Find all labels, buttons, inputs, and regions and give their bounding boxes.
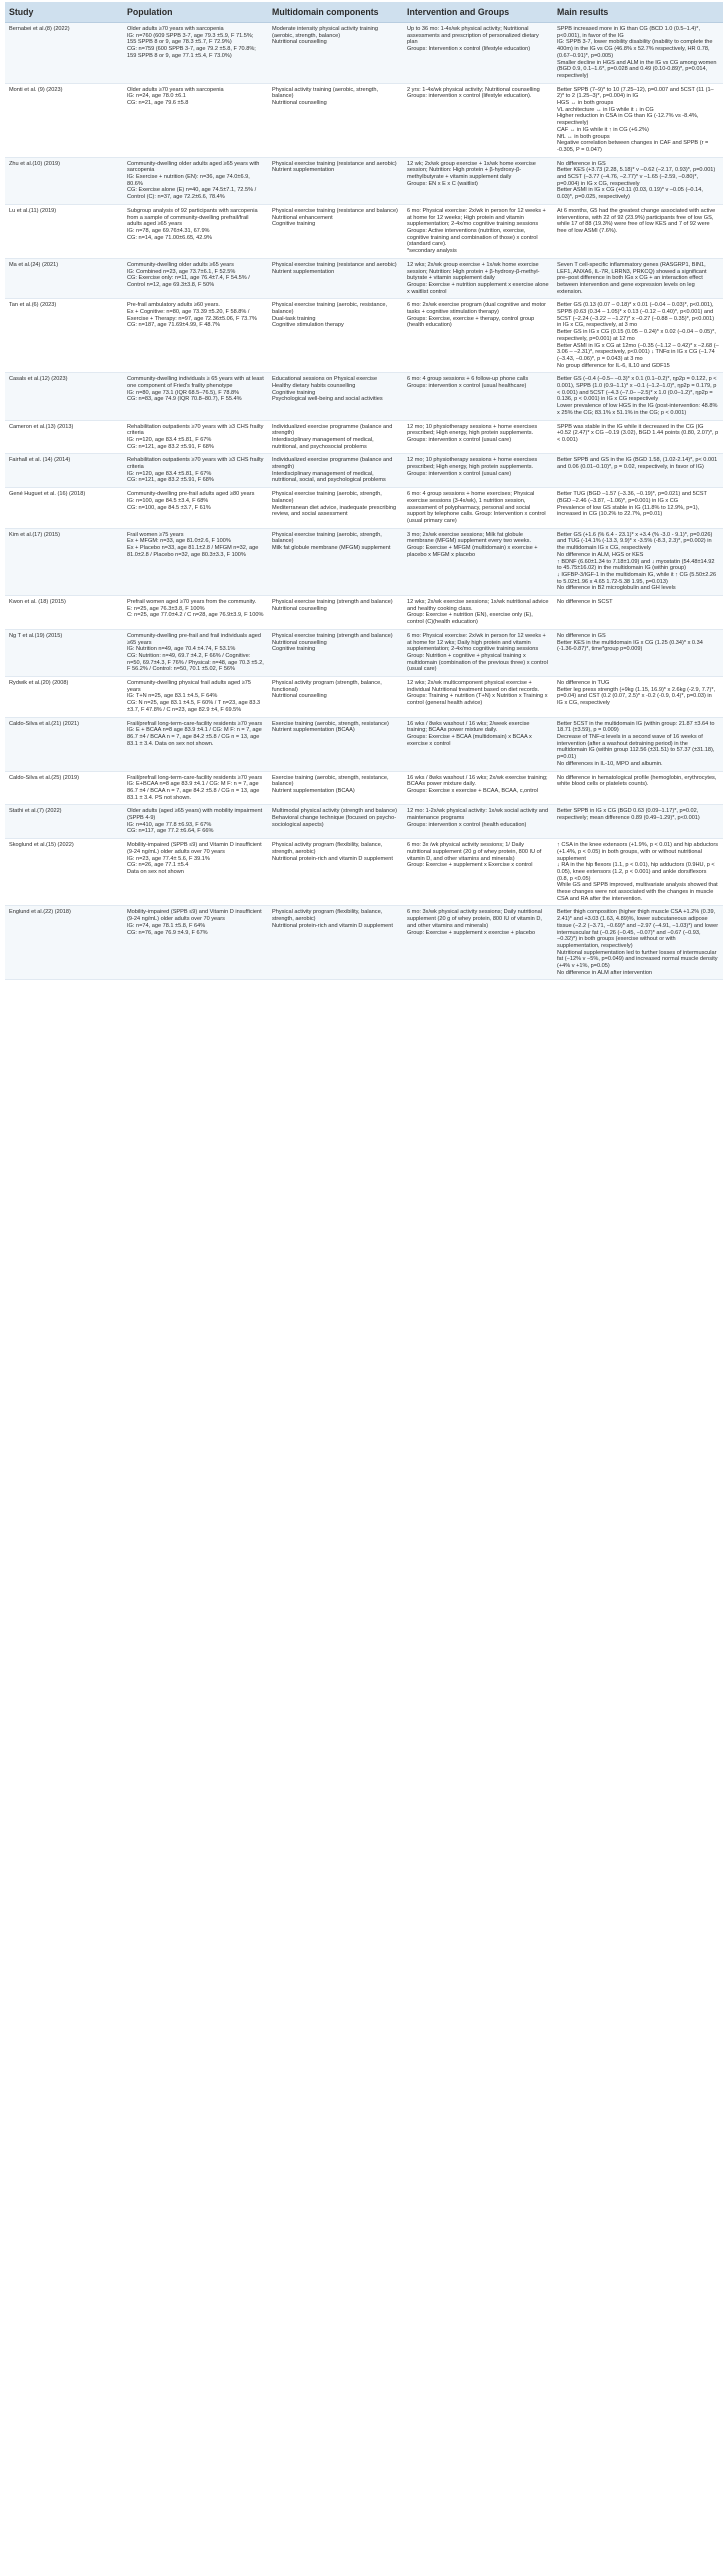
- table-row: [5, 258, 723, 299]
- cell-population: Pre-frail ambulatory adults ≥60 years. Ex + Cognitive: n=80, age 73.39 ±5.20, F 58.8% / Exercise + Therapy: n=97, age 72.36±5.06, F 73.7% CG: n=187, age 71.69±4.99, F 48.7%: [123, 299, 268, 373]
- cell-intervention-and-groups: 6 mo: 4 group sessions + 6 follow-up phone calls Groups: intervention x control (usual healthcare): [403, 373, 553, 420]
- table-body: [5, 23, 723, 980]
- cell-intervention-and-groups: Up to 36 mo: 1-4x/wk physical activity; Nutritional assessments and prescription of personalized dietary plan Groups: Intervention x control (lifestyle education): [403, 23, 553, 84]
- table-row: [5, 488, 723, 529]
- cell-study: Gené Huguet et al. (16) (2018): [5, 488, 123, 529]
- table-row: [5, 677, 723, 718]
- cell-intervention-and-groups: 16 wks / 8wks washout / 16 wks; 2/week exercise training; BCAAs power mixture daily. Groups: Exercise + BCAA (multidomain) x BCAA x exercise x control: [403, 717, 553, 771]
- cell-study: Zhu et al.(10) (2019): [5, 157, 123, 204]
- studies-table: [5, 2, 723, 980]
- table-row: [5, 373, 723, 420]
- cell-study: Bernabei et al.(8) (2022): [5, 23, 123, 84]
- cell-intervention-and-groups: 12 mo; 10 physiotherapy sessions + home exercises prescribed; High energy, high protein supplements. Groups: intervention x control (usual care): [403, 454, 553, 488]
- cell-intervention-and-groups: 12 wk; 2x/wk group exercise + 1x/wk home exercise session; Nutrition: High protein + β-hydroxy-β-methylbutyrate + vitamin supplement daily Groups: EN x E x C (waitlist): [403, 157, 553, 204]
- cell-multidomain-components: Physical exercise training (strength and balance) Nutritional counselling: [268, 596, 403, 630]
- table-row: [5, 717, 723, 771]
- cell-population: Community-dwelling pre-frail adults aged ≥80 years IG: n=100, age 84.5 ±3.4, F 68% CG: n=100, age 84.5 ±3.7, F 61%: [123, 488, 268, 529]
- cell-study: Caldo-Silva et al.(25) (2019): [5, 771, 123, 805]
- cell-intervention-and-groups: 6 mo: 3x/wk physical activity sessions; Daily nutritional supplement (20 g of whey protein, 800 IU of vitamin D, and other vitamins and minerals) Group: Exercise + supplement x exercise + placebo: [403, 906, 553, 980]
- cell-study: Caldo-Silva et al.(21) (2021): [5, 717, 123, 771]
- cell-population: Community-dwelling pre-frail and frail individuals aged ≥65 years IG: Nutrition n=49, age 70.4 ±4.74, F 53.1% CG: Nutrition: n=49, 69.7 ±4.2, F 66% / Cognitive: n=50, 69.7±4.3, F 76% / Physical: n=48, age 70.3 ±5.2, F 56.2% / Control: n=50, 70.1 ±5.02, F 56%: [123, 629, 268, 676]
- cell-study: Skoglund et al.(15) (2022): [5, 839, 123, 906]
- table-row: [5, 771, 723, 805]
- header-study: Study: [5, 2, 123, 23]
- cell-intervention-and-groups: 12 wks; 2x/wk multicomponent physical exercise + individual Nutritional treatment based on diet records. Groups: Training + nutrition (T+N) x Nutrition x Training x control (general health advice): [403, 677, 553, 718]
- table-row: [5, 454, 723, 488]
- cell-study: Ng T et al.(19) (2015): [5, 629, 123, 676]
- cell-population: Older adults ≥70 years with sarcopenia IG: n=24, age 78.0 ±6.1 CG: n=21, age 79.6 ±5.8: [123, 83, 268, 157]
- cell-multidomain-components: Physical exercise training (aerobic, strength, balance) Milk fat globule membrane (MFGM) supplement: [268, 528, 403, 595]
- table-row: [5, 906, 723, 980]
- header-population: Population: [123, 2, 268, 23]
- cell-population: Frail/prefrail long-term-care-facility residents ≥70 years IG: E + BCAA n=8 age 83.9 ±4.1 / CG: M F: n = 7, age 86.7 ±4 / BCAA n = 7, age 84.2 ±5.8 / CG n = 13, age 83.1 ± 3.4. Data on sex not shown.: [123, 717, 268, 771]
- cell-intervention-and-groups: 12 mo; 10 physiotherapy sessions + home exercises prescribed; High energy, high protein supplements. Groups: intervention x control (usual care): [403, 420, 553, 454]
- cell-multidomain-components: Physical activity program (flexibility, balance, strength, aerobic) Nutritional protein-rich and vitamin D supplement: [268, 839, 403, 906]
- cell-main-results: ↑ CSA in the knee extensors (+1.9%, p < 0.01) and hip abductors (+1.4%, p < 0.05) in both groups, with or without nutritional supplement ↓ RA in the hip flexors (1.1, p < 0.01), hip adductors (0.9HU, p < 0.05), knee extensors (1.2, p < 0.001) and ankle dorsiflexors (0.8, p <0.05) While GS and SPPB improved, multivariate analysis showed that these changes were not associated with the changes in muscle CSA and RA after the intervention.: [553, 839, 723, 906]
- cell-study: Rydwik et al.(20) (2008): [5, 677, 123, 718]
- table-row: [5, 83, 723, 157]
- cell-study: Kim et al.(17) (2015): [5, 528, 123, 595]
- cell-population: Prefrail women aged ≥70 years from the community. E: n=25, age 76.3±3.8, F 100% C: n=25, age 77.0±4.2 / C n=28, age 76.9±3.9, F 100%: [123, 596, 268, 630]
- cell-main-results: Better SPPB in IG x CG (BGD 0.63 (0.09–1.17)*, p=0.02, respectively; mean difference 0.89 (0.49–1.29)*, p<0.001): [553, 805, 723, 839]
- cell-multidomain-components: Physical exercise training (resistance and aerobic) Nutrient supplementation: [268, 157, 403, 204]
- table-header: [5, 2, 723, 23]
- cell-multidomain-components: Physical exercise training (resistance and aerobic) Nutrient supplementation: [268, 258, 403, 299]
- cell-population: Mobility-impaired (SPPB ≤9) and Vitamin D insufficient (9-24 ng/mL) older adults over 70 years IG: n=23, age 77.4± 5.6, F 39.1% CG: n=26, age 77.1 ±5.4 Data on sex not shown: [123, 839, 268, 906]
- table-row: [5, 157, 723, 204]
- cell-intervention-and-groups: 6 mo: 4 group sessions + home exercises; Physical exercise sessions (3-4x/wk), 1 nutrition session, assessment of polypharmacy, personal and social support by telephone calls. Group: Intervention x control (usual primary care): [403, 488, 553, 529]
- cell-population: Subgroup analysis of 92 participants with sarcopenia from a sample of community-dwelling prefrail/frail adults aged ≥65 years IG: n=78, age 69.76±4.31, 67.9% CG: n=14, age 71.00±6.65, 42.9%: [123, 204, 268, 258]
- cell-intervention-and-groups: 6 mo: Physical exercise: 2x/wk in person for 12 weeks + at home for 12 weeks; High protein and vitamin supplementation; 2-4x/mo cognitive training sessions Groups: Active interventions (nutrition, exercise, cognitive training and combination of those) x control (standard care). *secondary analysis: [403, 204, 553, 258]
- cell-population: Frail women ≥75 years Ex + MFGM: n=33, age 81.0±2.6, F 100% Ex + Placebo n=33, age 81.1±2.8 / MFGM n=32, age 81.0±2.8 / Placebo n=32, age 80.3±3.3, F 100%: [123, 528, 268, 595]
- cell-multidomain-components: Physical exercise training (strength and balance) Nutritional counselling Cognitive training: [268, 629, 403, 676]
- cell-intervention-and-groups: 3 mo; 2x/wk exercise sessions; Milk fat globule membrane (MFGM) supplement every two weeks. Group: Exercise + MFGM (multidomain) x exercise + placebo x MFGM x placebo: [403, 528, 553, 595]
- table-row: [5, 528, 723, 595]
- header-main-results: Main results: [553, 2, 723, 23]
- cell-population: Rehabilitation outpatients ≥70 years with ≥3 CHS frailty criteria IG: n=120, age 83.4 ±5.81, F 67% CG: n=121, age 83.2 ±5.91, F 68%: [123, 454, 268, 488]
- cell-multidomain-components: Exercise training (aerobic, strength, resistance) Nutrient supplementation (BCAA): [268, 717, 403, 771]
- table-row: [5, 420, 723, 454]
- cell-main-results: Better thigh composition (higher thigh muscle CSA +1.2% (0.39, 2.41)* and +3.03 (1.63, 4.89)%, lower subcutaneous adipose tissue (−2.2 (−3.71, −0.69)* and −2.97 (−4.91, −1.03)*) and lower intermuscular fat (−0.26 (−0.45, −0.07)* and −0.67 (−0.93, −0.32)*) in both groups (exercise without or with supplementation, respectively) Nutritional supplementation led to further losses of intermuscular fat (−12% v −5%, p=0.049) and increased normal muscle density (+4% v +1%, p=0.05) No difference in ALM after intervention: [553, 906, 723, 980]
- cell-main-results: Seven T cell-specific inflammatory genes (RASGRP1, BIN1, LEF1, ANXA6, IL-7R, LRRN3, PRKCQ) showed a significant pre–post difference in both IGs x CG + an interaction effect between intervention and gene expression levels on leg extension.: [553, 258, 723, 299]
- cell-main-results: No difference in hematological profile (hemoglobin, erythrocytes, white blood cells or platelets counts).: [553, 771, 723, 805]
- cell-main-results: No difference in TUG Better leg press strength (+9kg (1.15, 16.9)* x 2.6kg (-2.9, 7.7)*, p=0.04) and CST (0.2 (0.07, 2.5)* x -0.2 (-0.9, 0.4)*, p=0.03) in IG x CG, respectively: [553, 677, 723, 718]
- cell-intervention-and-groups: 16 wks / 8wks washout / 16 wks; 2x/wk exercise training; BCAAs power mixture daily. Groups: Exercise x exercise + BCAA, BCAA, c,ontrol: [403, 771, 553, 805]
- cell-main-results: Better GS (+1.6 (% 6.4 - 23.1)* x +3.4 (% -3.0 - 9.1)*, p=0.026) and TUG (-14.1% (-13.3, 9.9)* x -3.5% (-8.3, 2.3)*, p=0.002) in the multidomain IG x CG, respectively No difference in ALM, HGS or KES ↑ BDNF (6.60±1.34 to 7.18±1.09) and ↓ myostatin (54.48±14.92 to 45.75±16.02) in the multidomain IG (within group) ↓ IGFBP-3/IGF-1 in the multidomain IG, while it ↑ CG (5.50±2.26 to 5.02±1.96 x 4.65 1.72-5.38 1.95, p=0.013) No difference in B2 microglobulin and GH levels: [553, 528, 723, 595]
- cell-main-results: No difference in SCST: [553, 596, 723, 630]
- cell-intervention-and-groups: 6 mo: Physical exercise: 2x/wk in person for 12 weeks + at home for 12 wks; Daily high protein and vitamin supplementation; 2-4x/mo cognitive training sessions Group: Nutrition + cognitive + physical training x multidomain (combination of the previous three) x control (usual care): [403, 629, 553, 676]
- cell-intervention-and-groups: 12 mo: 1-2x/wk physical activity: 1x/wk social activity and maintenance programs Groups: intervention x control (health education): [403, 805, 553, 839]
- cell-intervention-and-groups: 12 wks; 2x/wk exercise sessions; 1x/wk nutritional advice and healthy cooking class. Group: Exercise + nutrition (EN), exercise only (E), control (C)(health education): [403, 596, 553, 630]
- cell-study: Stathi et al.(7) (2022): [5, 805, 123, 839]
- table-row: [5, 299, 723, 373]
- cell-multidomain-components: Physical exercise training (aerobic, resistance, balance) Dual-task training Cognitive stimulation therapy: [268, 299, 403, 373]
- cell-study: Monti et al. (9) (2023): [5, 83, 123, 157]
- cell-main-results: No difference in GS Better KES (+3.73 (2.28, 5.18)* v –0.62 (–2.17, 0.93)*, p=0.001) and 5CST (–3.77 (–4.76, –2.77)* v –1.65 (–2.59, –0.80)*, p=0.004) in IG x CG, respectively Better ASMI in IG x CG (+0.11 (0.03, 0.19)* v –0.05 (–0.14, 0.03)*, p=0.025, respectively): [553, 157, 723, 204]
- cell-multidomain-components: Individualized exercise programme (balance and strength) Interdisciplinary management of medical, nutritional, and psychosocial problems: [268, 420, 403, 454]
- cell-multidomain-components: Educational sessions on Physical exercise Healthy dietary habits counselling Cognitive training Psychological well-being and social activities: [268, 373, 403, 420]
- cell-study: Lu et al.(11) (2019): [5, 204, 123, 258]
- table-row: [5, 204, 723, 258]
- cell-study: Kwon et al. (18) (2015): [5, 596, 123, 630]
- cell-study: Casals et al.(12) (2023): [5, 373, 123, 420]
- header-row: [5, 2, 723, 23]
- cell-main-results: Better TUG (BGD –1.57 (–3.36, –0.19)*, p=0.021) and 5CST (BGD –2.46 (–3.87, –1.06)*, p=0.001) in IG x CG Prevalence of low GS stable in IG (11.8% to 12.9%, p=1), increased in CG (10.2% to 22.7%, p=0.01): [553, 488, 723, 529]
- cell-population: Community-dwelling individuals ≥ 65 years with at least one component of Fried's frailty phenotype IG: n=80, age 73.1 (IQR 68.5–76.5), F 78.8% CG: n=83, age 74.9 (IQR 70.8–80.7), F 55.4%: [123, 373, 268, 420]
- cell-study: Tan et al.(6) (2023): [5, 299, 123, 373]
- cell-multidomain-components: Physical activity program (strength, balance, functional) Nutritional counselling: [268, 677, 403, 718]
- cell-intervention-and-groups: 6 mo: 2x/wk exercise program (dual cognitive and motor tasks + cognitive stimulation therapy) Groups: Exercise, exercise + therapy, control group (health education): [403, 299, 553, 373]
- cell-main-results: Better GS (0.13 (0.07 – 0.18)* x 0.01 (–0.04 – 0.03)*, p<0.001), SPPB (0.63 (0.34 – 1.05)* x 0.13 (–0.12 – 0.40)*, p<0.001) and 5CST (–2.24 (–3.22 – –1.27)* x –0.27 (–0.88 – 0.35)*, p<0.001) in IG x CG, respectively, at 3 mo Better GS in IG x CG (0.15 (0.05 – 0.24)* x 0.02 (–0.04 – 0.05)*, respectively, p=0.001) at 12 mo Better ASMI in IG x CG at 12mo (–0.35 (–1.12 – 0.42)* x –2.68 (–3.06 – –2.31)*, respectively, p<0.001) ↓ TNFα in IG x CG (–1.74 (–3.43, –0.06)*, p = 0.043) at 3 mo No group difference for IL-6, IL10 and GDF15: [553, 299, 723, 373]
- cell-multidomain-components: Physical exercise training (resistance and balance) Nutritional enhancement Cognitive training: [268, 204, 403, 258]
- cell-population: Frail/prefrail long-term-care-facility residents ≥70 years IG: E+BCAA n=8 age 83.9 ±4.1 / CG: M F: n = 7, age 86.7 ±4 / BCAA n = 7, age 84.2 ±5.8 / CG n = 13, age 83.1 ± 3.4. PS not shown.: [123, 771, 268, 805]
- table-row: [5, 629, 723, 676]
- cell-multidomain-components: Physical activity training (aerobic, strength, balance) Nutritional counselling: [268, 83, 403, 157]
- cell-multidomain-components: Moderate intensity physical activity training (aerobic, strength, balance) Nutritional counselling: [268, 23, 403, 84]
- cell-main-results: SPPB was stable in the IG while it decreased in the CG (IG +0.52 (2.47)* x CG –0.19 (3.02), BGD 1.44 points (0.80, 2.07)*, p < 0.001): [553, 420, 723, 454]
- cell-multidomain-components: Exercise training (aerobic, strength, resistance, balance) Nutrient supplementation (BCAA): [268, 771, 403, 805]
- cell-main-results: Better GS (–0.4 (–0.5– –0.3)* x 0.1 (0.1–0.2)*, ηp2p = 0.122, p < 0.001), SPPB (1.0 (0.9–1.1)* x –0.1 (–1.2–1.0)*, ηp2p = 0.179, p < 0.001) and 5CST (–4.3 (–7.0– –2.5)* x 1.0 (0.0–1.2)*, ηp2p = 0.136, p < 0.001) in IG x CG respectively Lower prevalence of low HGS in the IG (post-intervention: 48.8% x 25% the CG; 83.1% x 51.1% in the CG; p < 0.001): [553, 373, 723, 420]
- cell-population: Community-dwelling physical frail adults aged ≥75 years IG: T+N n=25, age 83.1 ±4.5, F 64% CG: N n=25, age 83.1 ±4.5, F 60% / T n=23, age 83.3 ±3.7, F 47.8% / C n=23, age 82.9 ±4, F 69.5%: [123, 677, 268, 718]
- cell-main-results: SPPB increased more in IG than CG (BCD 1.0 (0.5–1.4)*, p<0.001), in favor of the IG IG: SPPB 3-7, lower mobility disability (inability to complete the 400m) in the IG vs CG (46.8% x 52.7% respectively, HR 0.78, (0.67–0.91)*, p=0.005) Smaller decline in HGS and ALM in the IG vs CG among women (BGD 0.9, 0.1–1.6*, p=0.028 and 0.49 (0.10-0.89)*, p=0.014, respectively): [553, 23, 723, 84]
- table-row: [5, 805, 723, 839]
- results-table-page: [5, 2, 723, 980]
- cell-population: Mobility-impaired (SPPB ≤9) and Vitamin D insufficient (9-24 ng/mL) older adults over 70 years IG: n=74, age 78.1 ±5.8, F 64% CG: n=76, age 76.9 ±4.9, F 67%: [123, 906, 268, 980]
- table-row: [5, 23, 723, 84]
- cell-main-results: At 6 months, G5 had the greatest change associated with active interventions, with 22 of 92 (23.9%) participants free of low GS, while 17 of 88 (19.3%) were free of low KES and 7 of 92 were free of low ASMI (7.6%).: [553, 204, 723, 258]
- cell-main-results: Better SPPB (7–9)* to 10 (7.25–12), p=0.007 and 5CST (11 (1–2)* to 2 (1.25–3)*, p=0.004) in IG HGS ↔ in both groups VL architecture ↔ in IG while it ↓ in CG Higher reduction in CSA in CG than IG (-12.7% vs -8.4%, respectively) CAF ↔ in IG while it ↑ in CG (+6.2%) NfL ↔ in both groups Negative correlation between changes in CAF and SPPB (r = -0.305, P = 0.047): [553, 83, 723, 157]
- header-multidomain-components: Multidomain components: [268, 2, 403, 23]
- cell-multidomain-components: Physical exercise training (aerobic, strength, balance) Mediterranean diet advice, inadequate prescribing review, and social assessment: [268, 488, 403, 529]
- cell-main-results: No difference in GS Better KES in the multidomain IG x CG (1.25 (0.34)* x 0.34 (-1.36-0.87)*, time*group p=0.009): [553, 629, 723, 676]
- table-row: [5, 839, 723, 906]
- header-intervention-and-groups: Intervention and Groups: [403, 2, 553, 23]
- cell-population: Older adults (aged ≥65 years) with mobility impairment (SPPB 4-9) IG: n=410, age 77.8 ±6.93, F 67% CG: n=117, age 77.2 ±6.64, F 66%: [123, 805, 268, 839]
- cell-study: Fairhall et al. (14) (2014): [5, 454, 123, 488]
- cell-main-results: Better SPPB and GS in the IG (BGD 1.58, (1.02-2.14)*, p< 0.001 and 0.06 (0.01–0.10)*, p = 0.02, respectively, in favor of IG): [553, 454, 723, 488]
- cell-study: Englund et al.(22) (2018): [5, 906, 123, 980]
- cell-multidomain-components: Physical activity program (flexibility, balance, strength, aerobic) Nutritional protein-rich and vitamin D supplement: [268, 906, 403, 980]
- cell-multidomain-components: Individualized exercise programme (balance and strength) Interdisciplinary management of medical, nutritional, social, and psychological problems: [268, 454, 403, 488]
- cell-population: Community-dwelling older adults aged ≥65 years with sarcopenia IG: Exercise + nutrition (EN): n=36, age 74.0±6.9, 80.6% CG: Exercise alone (E) n=40, age 74.5±7.1, 72.5% / Control (C): n=37, age 72.2±6.6, 78.4%: [123, 157, 268, 204]
- cell-study: Ma et al.(24) (2021): [5, 258, 123, 299]
- cell-population: Community-dwelling older adults ≥65 years IG: Combined n=23, age 73.7±6.1, F 52.5% CG: Exercise only: n=11, age 76.4±7.4, F 54.5% / Control n=12, age 69.3±3.8, F 50%: [123, 258, 268, 299]
- cell-intervention-and-groups: 12 wks; 2x/wk group exercise + 1x/wk home exercise session; Nutrition: High protein + β-hydroxy-β-methyl-butyrate + vitamin supplement daily Groups: Exercise + nutrition supplement x exercise alone x waitlist control: [403, 258, 553, 299]
- cell-population: Older adults ≥70 years with sarcopenia IG: n=760 (609 SPPB 3-7, age 79.3 ±5.9, F 71.5%; 155 SPPB 8 or 9, age 78.3 ±5.7, F 72.9%) CG: n=759 (600 SPPB 3-7, age 79.2 ±5.8, F 70.8%; 159 SPPB 8 or 9, age 77.1 ±5.4, F 73.0%): [123, 23, 268, 84]
- table-row: [5, 596, 723, 630]
- cell-main-results: Better 5CST in the multidomain IG (within group: 21.87 ±3.64 to 18.71 (±3.59), p = 0.009) Decrease of TNF-α levels in a second wave of 16 weeks of intervention (after a washout detraining period) in the multidomain IG (within group 112.56 (±31.51) to 57.37 (±31.18), p=0.01) No differences in IL-10, MPO and albumin.: [553, 717, 723, 771]
- cell-study: Cameron et al.(13) (2013): [5, 420, 123, 454]
- cell-multidomain-components: Multimodal physical activity (strength and balance) Behavioral change technique (focused on psycho-sociological aspects): [268, 805, 403, 839]
- cell-population: Rehabilitation outpatients ≥70 years with ≥3 CHS frailty criteria IG: n=120, age 83.4 ±5.81, F 67% CG: n=121, age 83.2 ±5.91, F 68%: [123, 420, 268, 454]
- cell-intervention-and-groups: 2 yrs: 1-4x/wk physical activity; Nutritional counselling Groups: intervention x control (lifestyle education).: [403, 83, 553, 157]
- cell-intervention-and-groups: 6 mo: 3x /wk physical activity sessions; 1/ Daily nutritional supplement (20 g of whey protein, 800 IU of vitamin D, and other vitamins and minerals) Group: Exercise + supplement x Exercise x control: [403, 839, 553, 906]
